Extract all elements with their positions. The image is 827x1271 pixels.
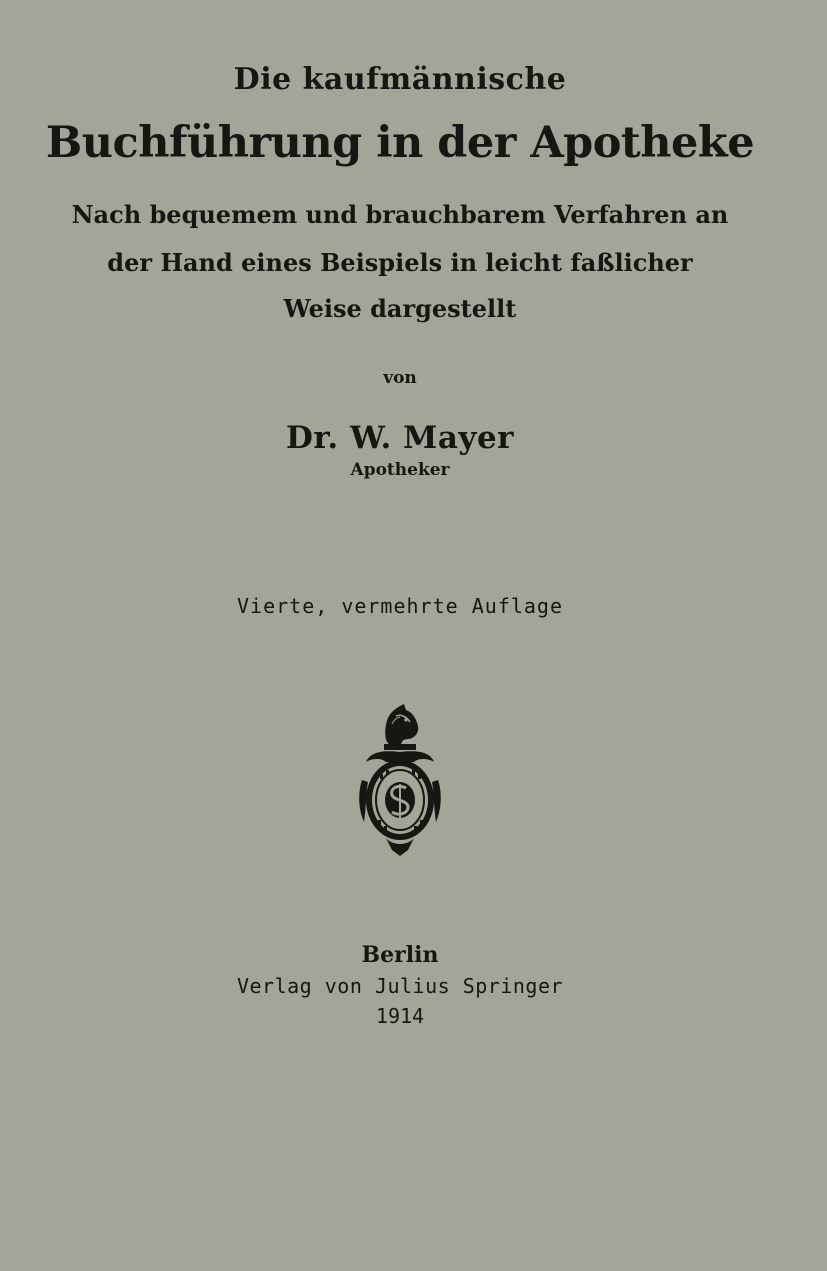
publication-city: Berlin bbox=[361, 942, 439, 968]
springer-knight-emblem-icon bbox=[356, 700, 444, 856]
publication-year: 1914 bbox=[375, 1004, 425, 1028]
author-role: Apotheker bbox=[350, 460, 450, 480]
edition-statement: Vierte, vermehrte Auflage bbox=[236, 594, 564, 618]
author-name: Dr. W. Mayer bbox=[286, 420, 514, 456]
publisher: Verlag von Julius Springer bbox=[236, 974, 564, 998]
description-line-1: Nach bequemem und brauchbarem Verfahren an bbox=[71, 200, 729, 229]
description-line-3: Weise dargestellt bbox=[283, 294, 517, 323]
title-line-1: Die kaufmännische bbox=[233, 62, 567, 97]
main-title: Buchführung in der Apotheke bbox=[45, 118, 755, 168]
by-word: von bbox=[383, 368, 417, 388]
description-line-2: der Hand eines Beispiels in leicht faßlicher bbox=[107, 248, 693, 277]
